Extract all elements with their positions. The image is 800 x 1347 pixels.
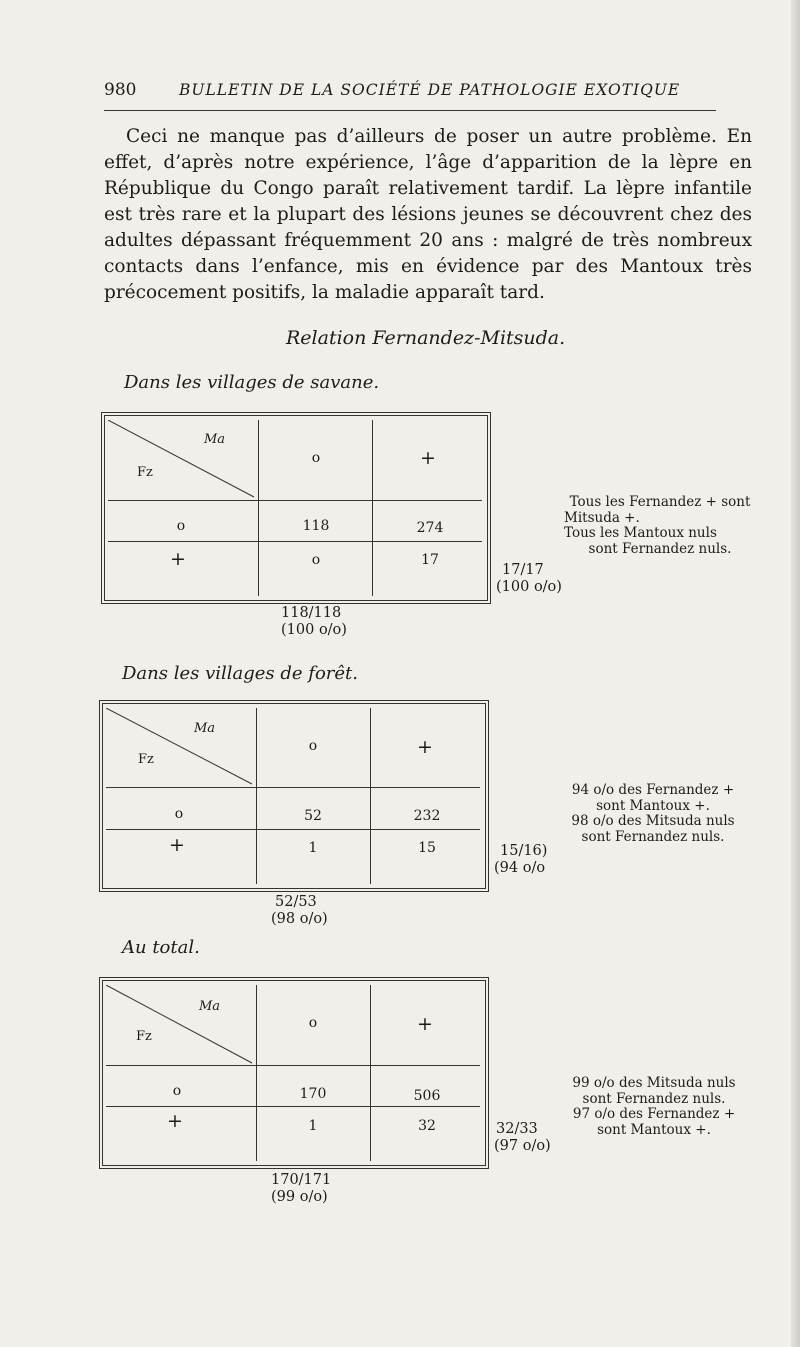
table-note (558, 783, 748, 845)
right-ratio (494, 843, 547, 877)
bottom-ratio-percent: (98 o/o) (271, 911, 328, 927)
column-divider (256, 985, 257, 1161)
row-header: + (169, 834, 185, 856)
subsection-title-total: Au total. (122, 937, 200, 958)
row-header: o (174, 806, 184, 822)
table-cell: 232 (413, 808, 441, 824)
note-line: sont Mantoux +. (597, 1121, 711, 1138)
note-line: sont Fernandez nuls. (581, 828, 725, 845)
row-divider (106, 1106, 480, 1107)
table-cell: 17 (421, 552, 439, 568)
column-header: o (308, 738, 318, 754)
column-header: + (417, 1013, 433, 1035)
running-head (104, 80, 716, 106)
note-line: sont Fernandez nuls. (588, 540, 732, 557)
bottom-ratio (271, 894, 328, 928)
column-axis-label: Ma (204, 432, 226, 447)
diagonal-corner-line (106, 708, 256, 788)
table-cell: 506 (413, 1088, 441, 1104)
page-number: 980 (104, 80, 137, 100)
column-divider (256, 708, 257, 884)
row-header: + (170, 548, 186, 570)
row-axis-label: Fz (137, 465, 153, 480)
right-ratio-percent: (94 o/o (494, 860, 546, 876)
header-rule (104, 110, 716, 111)
diagonal-corner-line (108, 420, 258, 500)
table-cell: o (311, 552, 321, 568)
subsection-title-foret: Dans les villages de forêt. (122, 663, 358, 684)
row-header: o (176, 518, 186, 534)
table-cell: 118 (302, 518, 330, 534)
column-divider (370, 985, 371, 1161)
table-note (560, 495, 760, 557)
column-header: o (311, 450, 321, 466)
note-line: 99 o/o des Mitsuda nuls (572, 1075, 736, 1091)
note-line: Mitsuda +. (564, 509, 640, 526)
right-ratio (494, 1121, 551, 1155)
bottom-ratio-percent: (100 o/o) (281, 622, 347, 638)
note-line: sont Fernandez nuls. (582, 1090, 726, 1107)
note-line: 97 o/o des Fernandez + (572, 1106, 736, 1122)
column-axis-label: Ma (199, 999, 221, 1014)
note-line: Tous les Mantoux nuls (564, 525, 717, 541)
subsection-title-savane: Dans les villages de savane. (124, 372, 380, 393)
table-cell: 1 (308, 840, 318, 856)
row-divider (108, 541, 482, 542)
bottom-ratio-percent: (99 o/o) (271, 1189, 328, 1205)
bottom-ratio-value: 170/171 (271, 1172, 332, 1188)
row-divider (106, 1065, 480, 1066)
table-cell: 170 (299, 1086, 327, 1102)
column-axis-label: Ma (194, 721, 216, 736)
table-cell: 274 (416, 520, 444, 536)
page-edge-shadow (791, 0, 800, 1347)
column-divider (372, 420, 373, 596)
bottom-ratio-value: 52/53 (275, 894, 317, 910)
note-line: 94 o/o des Fernandez + (571, 782, 735, 798)
right-ratio-value: 17/17 (502, 562, 544, 578)
table-cell: 15 (418, 840, 436, 856)
right-ratio-value: 15/16) (500, 843, 548, 859)
note-line: Tous les Fernandez + sont (569, 494, 751, 510)
bottom-ratio (281, 605, 347, 639)
column-divider (370, 708, 371, 884)
row-header: o (172, 1083, 182, 1099)
column-header: + (417, 736, 433, 758)
row-header: + (167, 1110, 183, 1132)
row-divider (108, 500, 482, 501)
right-ratio (496, 562, 562, 596)
column-divider (258, 420, 259, 596)
right-ratio-percent: (97 o/o) (494, 1138, 551, 1154)
table-cell: 32 (418, 1118, 436, 1134)
right-ratio-percent: (100 o/o) (496, 579, 562, 595)
bottom-ratio-value: 118/118 (281, 605, 342, 621)
column-header: o (308, 1015, 318, 1031)
table-cell: 52 (304, 808, 322, 824)
row-axis-label: Fz (138, 752, 154, 767)
section-heading: Relation Fernandez-Mitsuda. (286, 327, 566, 349)
column-header: + (420, 447, 436, 469)
note-line: 98 o/o des Mitsuda nuls (571, 813, 735, 829)
note-line: sont Mantoux +. (596, 797, 710, 814)
bottom-ratio (271, 1172, 331, 1206)
diagonal-corner-line (106, 985, 256, 1065)
right-ratio-value: 32/33 (496, 1121, 538, 1137)
journal-title: BULLETIN DE LA SOCIÉTÉ DE PATHOLOGIE EXOTIQUE (179, 81, 681, 99)
body-paragraph: Ceci ne manque pas d’ailleurs de poser un autre problème. En effet, d’après notre expérience, l’âge d’apparition de la lèpre en République du Congo paraît relativement tardif. La lèpre infantile est très rare et la plupart des lésions jeunes se découvrent chez des adultes dépassant fréquemment 20 ans : malgré de très nombreux contacts dans l’enfance, mis en évidence par des Mantoux très précocement positifs, la maladie apparaît tard. (104, 126, 752, 303)
table-cell: 1 (308, 1118, 318, 1134)
row-divider (106, 829, 480, 830)
table-note (556, 1076, 752, 1138)
row-axis-label: Fz (136, 1029, 152, 1044)
